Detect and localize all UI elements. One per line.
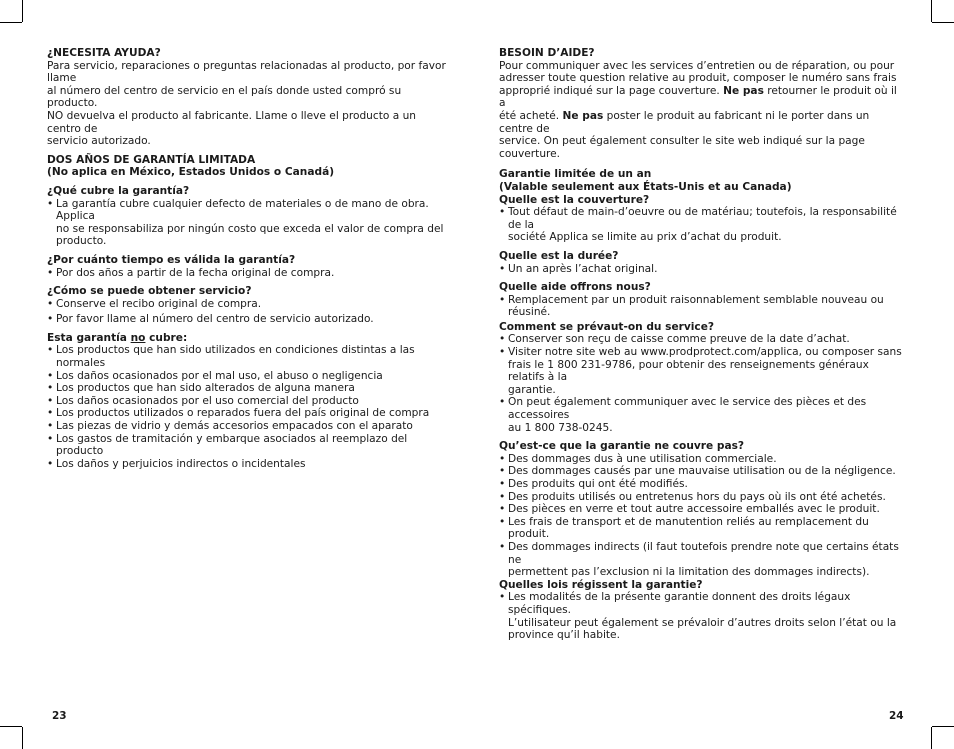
list-item: • Los productos que han sido alterados de alguna manera	[47, 382, 355, 395]
spanish-column	[47, 47, 452, 470]
help-paragraph	[499, 60, 904, 161]
help-line: adresser toute question relative au produit, composer le numéro sans frais	[499, 72, 897, 85]
bullet-icon: •	[47, 197, 54, 210]
bullet-icon: •	[47, 457, 54, 470]
list-item: • Tout défaut de main-d’oeuvre ou de matériau; toutefois, la responsabilité de la société Applica se limite au prix d’achat du produit.	[499, 206, 897, 244]
bullet-icon: •	[47, 297, 54, 310]
list-item: • Visiter notre site web au www.prodprotect.com/applica, ou composer sans frais le 1 800 231-9786, pour obtenir des renseignements généraux relatifs à la garantie.	[499, 346, 902, 396]
bullet-icon: •	[499, 346, 506, 359]
bullet-icon: •	[499, 293, 506, 306]
list-item: • Los gastos de tramitación y embarque asociados al reemplazo del producto	[47, 432, 408, 458]
question-no-cubre: Esta garantía no cubre:	[47, 331, 188, 344]
bullet-icon: •	[499, 465, 506, 478]
crop-mark-bl-v	[22, 727, 23, 749]
bullet-icon: •	[499, 333, 506, 346]
question-couverture: Quelle est la couverture?	[499, 193, 650, 206]
garantia-subtitle: (No aplica en México, Estados Unidos o Canadá)	[47, 166, 335, 179]
heading-garantia-limitada: DOS AÑOS DE GARANTÍA LIMITADA	[47, 153, 256, 166]
list-item: • Des produits utilisés ou entretenus hors du pays où ils ont été achetés.	[499, 490, 886, 503]
help-line: Pour communiquer avec les services d’entretien ou de réparation, ou pour	[499, 59, 895, 72]
bullet-icon: •	[499, 396, 506, 409]
list-item: • Los productos que han sido utilizados en condiciones distintas a las normales	[47, 344, 415, 370]
bullet-icon: •	[499, 262, 506, 275]
crop-mark-br-h	[932, 726, 954, 727]
bullet-icon: •	[499, 503, 506, 516]
question-aide: Quelle aide offrons nous?	[499, 281, 651, 294]
list-item: • Los daños ocasionados por el mal uso, el abuso o negligencia	[47, 369, 383, 382]
bullet-icon: •	[47, 344, 54, 357]
exclusions-list	[47, 344, 452, 470]
question-ne-couvre-pas: Qu’est-ce que la garantie ne couvre pas?	[499, 440, 745, 453]
list-item: • Los productos utilizados o reparados fuera del país original de compra	[47, 407, 430, 420]
list-item: • Por dos años a partir de la fecha original de compra.	[47, 266, 335, 279]
list-item: • Un an après l’achat original.	[499, 262, 658, 275]
list-item: • Des produits qui ont été modifiés.	[499, 478, 688, 490]
help-line: service. On peut également consulter le site web indiqué sur la page couverture.	[499, 135, 865, 160]
question-que-cubre: ¿Qué cubre la garantía?	[47, 184, 190, 197]
help-line: servicio autorizado.	[47, 135, 151, 148]
bullet-icon: •	[499, 490, 506, 503]
list-item: • Los daños y perjuicios indirectos o incidentales	[47, 457, 306, 470]
french-column	[499, 47, 904, 642]
list-item: • Des pièces en verre et tout autre accessoire emballés avec le produit.	[499, 503, 880, 516]
crop-mark-tl-h	[0, 22, 22, 23]
bullet-icon: •	[47, 394, 54, 407]
bullet-icon: •	[499, 206, 506, 219]
crop-mark-tr-h	[932, 22, 954, 23]
help-line: été acheté. Ne pas poster le produit au fabricant ni le porter dans un centre de	[499, 109, 870, 135]
heading-besoin-aide: BESOIN D’AIDE?	[499, 47, 595, 59]
page-number-left: 23	[52, 710, 67, 722]
list-item: • On peut également communiquer avec le service des pièces et des accessoires au 1 800 738-0245.	[499, 396, 867, 434]
list-item: • Remplacement par un produit raisonnablement semblable nouveau ou réusiné.	[499, 293, 884, 319]
question-lois: Quelles lois régissent la garantie?	[499, 578, 703, 591]
question-duree: Quelle est la durée?	[499, 249, 619, 262]
list-item: • Las piezas de vidrio y demás accesorios empacados con el aparato	[47, 420, 413, 433]
page-number-right: 24	[889, 710, 904, 722]
question-cuanto-tiempo: ¿Por cuánto tiempo es válida la garantía?	[47, 253, 296, 266]
bullet-icon: •	[47, 382, 54, 395]
bullet-icon: •	[499, 540, 506, 553]
list-item: • Los daños ocasionados por el uso comercial del producto	[47, 394, 359, 407]
bullet-icon: •	[47, 369, 54, 382]
bullet-icon: •	[499, 591, 506, 604]
heading-necesita-ayuda: ¿NECESITA AYUDA?	[47, 47, 161, 59]
list-item: • Les frais de transport et de manutention reliés au remplacement du produit.	[499, 515, 869, 541]
help-line: approprié indiqué sur la page couverture. Ne pas retourner le produit où il a	[499, 84, 897, 110]
list-item: • Des dommages dus à une utilisation commerciale.	[499, 452, 777, 465]
help-line: al número del centro de servicio en el país donde usted compró su producto.	[47, 84, 402, 110]
bullet-icon: •	[47, 432, 54, 445]
crop-mark-tr-v	[931, 0, 932, 22]
list-item: • Les modalités de la présente garantie donnent des droits légaux spécifiques. L’utilisateur peut également se prévaloir d’autres droits selon l’état ou la province qu’il habite.	[499, 591, 897, 642]
bullet-icon: •	[47, 266, 54, 279]
crop-mark-br-v	[931, 727, 932, 749]
bullet-icon: •	[499, 452, 506, 465]
list-item: • Conserve el recibo original de compra.	[47, 297, 262, 310]
list-item: • Des dommages indirects (il faut toutefois prendre note que certains états ne permettent pas l’exclusion ni la limitation des dommages indirects).	[499, 540, 899, 579]
list-item: • Por favor llame al número del centro de servicio autorizado.	[47, 313, 374, 326]
help-line: NO devuelva el producto al fabricante. Llame o lleve el producto a un centro de	[47, 109, 417, 135]
bullet-icon: •	[47, 407, 54, 420]
bullet-icon: •	[47, 420, 54, 433]
garantie-subtitle: (Valable seulement aux États-Unis et au Canada)	[499, 180, 792, 193]
question-como-servicio: ¿Cómo se puede obtener servicio?	[47, 285, 252, 298]
help-line: Para servicio, reparaciones o preguntas relacionadas al producto, por favor llame	[47, 59, 446, 85]
bullet-icon: •	[47, 313, 54, 326]
question-service: Comment se prévaut-on du service?	[499, 320, 715, 333]
list-item: • La garantía cubre cualquier defecto de materiales o de mano de obra. Applica no se responsabiliza por ningún costo que exceda el valor de compra del producto.	[47, 197, 444, 248]
bullet-icon: •	[499, 478, 506, 490]
bullet-icon: •	[499, 515, 506, 528]
crop-mark-tl-v	[22, 0, 23, 22]
list-item: • Des dommages causés par une mauvaise utilisation ou de la négligence.	[499, 465, 896, 478]
list-item: • Conserver son reçu de caisse comme preuve de la date d’achat.	[499, 333, 850, 346]
heading-garantie-limitee: Garantie limitée de un an	[499, 168, 652, 181]
crop-mark-bl-h	[0, 726, 22, 727]
help-paragraph	[47, 60, 452, 148]
